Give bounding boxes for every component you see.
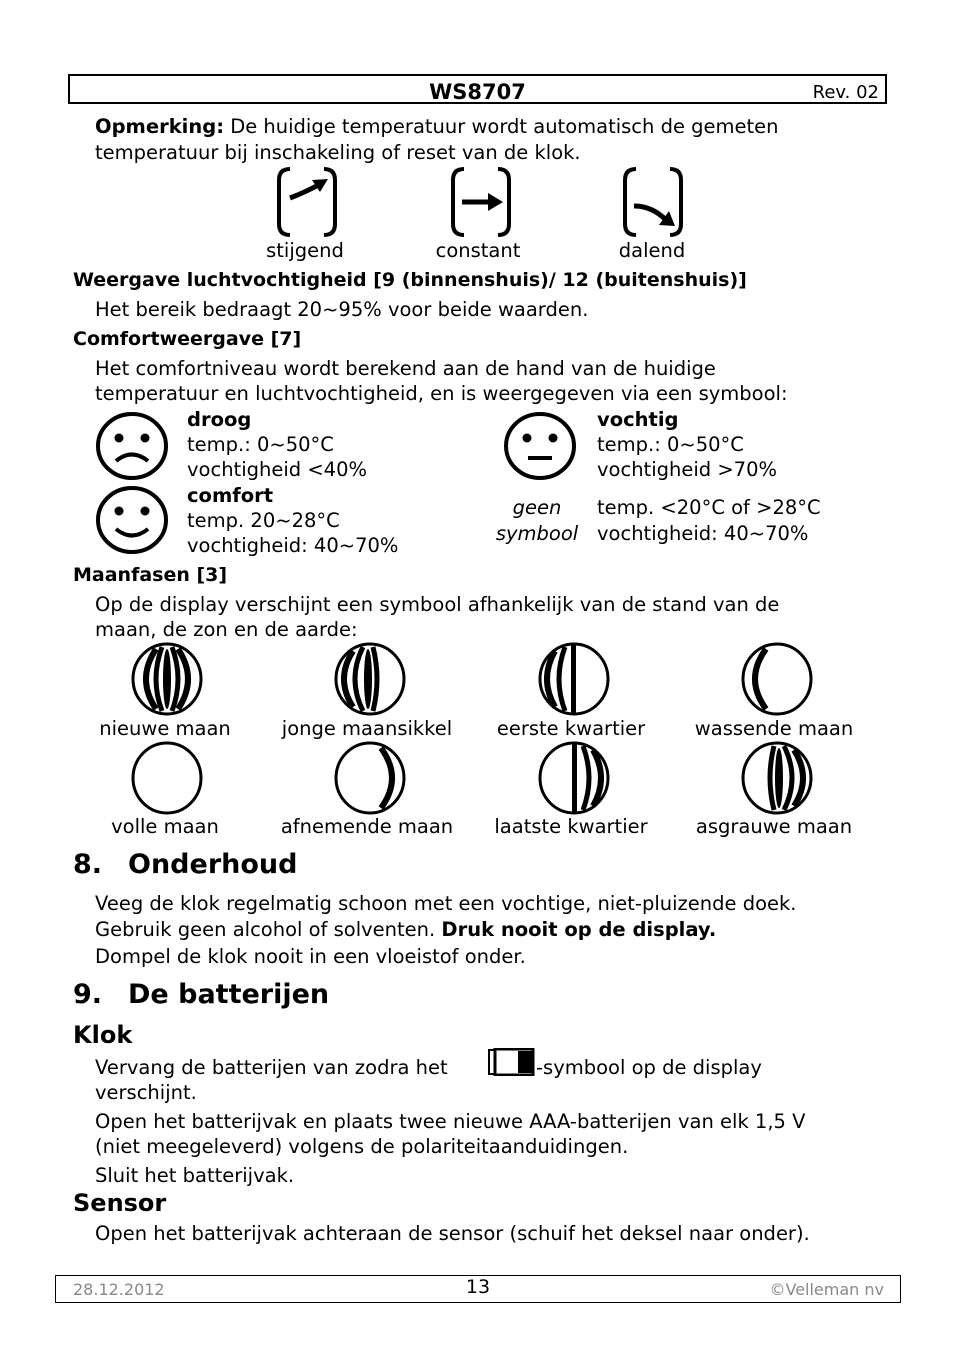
trend-label-steady: constant (435, 239, 521, 262)
comfort-wet-title: vochtig (597, 408, 679, 431)
clock-line-5: Sluit het batterijvak. (95, 1164, 295, 1187)
maintenance-warning: Druk nooit op de display. (441, 918, 717, 941)
moon-label-last-quarter: laatste kwartier (494, 815, 648, 838)
page-footer (55, 1275, 901, 1303)
maintenance-line-3: Dompel de klok nooit in een vloeistof onder. (95, 945, 526, 968)
model-title: WS8707 (429, 80, 526, 104)
clock-line-1b: -symbool op de display (536, 1056, 762, 1079)
maintenance-line-2 (95, 917, 716, 943)
no-symbol-label-2: symbool (495, 522, 579, 545)
sensor-line-1: Open het batterijvak achteraan de sensor (schuif het deksel naar onder). (95, 1222, 810, 1245)
comfort-dry-temp: temp.: 0~50°C (187, 433, 334, 456)
comfort-text-1: Het comfortniveau wordt berekend aan de hand van de huidige (95, 357, 716, 380)
clock-line-3: Open het batterijvak en plaats twee nieuwe AAA-batterijen van elk 1,5 V (95, 1110, 806, 1133)
no-symbol-label-1: geen (512, 496, 562, 519)
happy-face-icon (94, 484, 170, 556)
waxing-gibbous-icon (740, 641, 814, 717)
comfort-text-2: temperatuur en luchtvochtigheid, en is weergegeven via een symbool: (95, 382, 788, 405)
section-8-number: 8. (73, 849, 103, 880)
moon-label-waning-crescent: asgrauwe maan (695, 815, 853, 838)
note-line-1 (95, 114, 779, 140)
moon-heading: Maanfasen [3] (73, 564, 228, 586)
comfort-ok-temp: temp. 20~28°C (187, 509, 340, 532)
note-label: Opmerking: (95, 115, 224, 138)
moon-label-waxing-crescent: jonge maansikkel (281, 717, 453, 740)
clock-line-1a: Vervang de batterijen van zodra het (95, 1056, 448, 1079)
note-line-2: temperatuur bij inschakeling of reset van de klok. (95, 141, 581, 164)
trend-rising-icon (276, 166, 338, 238)
waning-crescent-icon (740, 740, 814, 816)
clock-heading: Klok (73, 1021, 133, 1049)
comfort-ok-humidity: vochtigheid: 40~70% (187, 534, 399, 557)
humidity-heading: Weergave luchtvochtigheid [9 (binnenshuis)/ 12 (buitenshuis)] (73, 269, 747, 291)
revision-label: Rev. 02 (812, 82, 879, 103)
clock-line-4: (niet meegeleverd) volgens de polariteitaanduidingen. (95, 1135, 629, 1158)
moon-label-waning-gibbous: afnemende maan (280, 815, 454, 838)
comfort-wet-humidity: vochtigheid >70% (597, 458, 778, 481)
comfort-none-temp: temp. <20°C of >28°C (597, 496, 821, 519)
footer-copyright: ©Velleman nv (769, 1280, 884, 1299)
page-number: 13 (465, 1276, 491, 1298)
comfort-dry-humidity: vochtigheid <40% (187, 458, 368, 481)
moon-label-first-quarter: eerste kwartier (496, 717, 646, 740)
comfort-none-humidity: vochtigheid: 40~70% (597, 522, 809, 545)
moon-label-waxing-gibbous: wassende maan (694, 717, 854, 740)
waning-gibbous-icon (333, 740, 407, 816)
moon-label-full: volle maan (111, 815, 219, 838)
comfort-dry-title: droog (187, 408, 252, 431)
waxing-crescent-icon (333, 641, 407, 717)
page-header (68, 74, 887, 104)
neutral-face-icon (502, 410, 578, 482)
note-text: De huidige temperatuur wordt automatisch de gemeten (224, 115, 779, 138)
new-moon-icon (130, 641, 204, 717)
trend-falling-icon (622, 166, 684, 238)
comfort-ok-title: comfort (187, 484, 274, 507)
section-9-number: 9. (73, 979, 103, 1010)
trend-label-falling: dalend (618, 239, 686, 262)
maintenance-line-1: Veeg de klok regelmatig schoon met een vochtige, niet-pluizende doek. (95, 892, 797, 915)
trend-label-rising: stijgend (266, 239, 344, 262)
humidity-text: Het bereik bedraagt 20~95% voor beide waarden. (95, 298, 589, 321)
trend-steady-icon (450, 166, 512, 238)
comfort-wet-temp: temp.: 0~50°C (597, 433, 744, 456)
battery-icon (488, 1048, 536, 1076)
section-9-title: De batterijen (128, 979, 330, 1010)
clock-line-2: verschijnt. (95, 1081, 197, 1104)
moon-label-new: nieuwe maan (99, 717, 231, 740)
full-moon-icon (130, 740, 204, 816)
moon-text-2: maan, de zon en de aarde: (95, 618, 358, 641)
sad-face-icon (94, 410, 170, 482)
first-quarter-icon (537, 641, 611, 717)
last-quarter-icon (537, 740, 611, 816)
comfort-heading: Comfortweergave [7] (73, 328, 302, 350)
sensor-heading: Sensor (73, 1189, 167, 1217)
maintenance-line-2a: Gebruik geen alcohol of solventen. (95, 918, 442, 941)
section-8-title: Onderhoud (128, 849, 298, 880)
moon-text-1: Op de display verschijnt een symbool afhankelijk van de stand van de (95, 593, 780, 616)
footer-date: 28.12.2012 (73, 1280, 165, 1299)
